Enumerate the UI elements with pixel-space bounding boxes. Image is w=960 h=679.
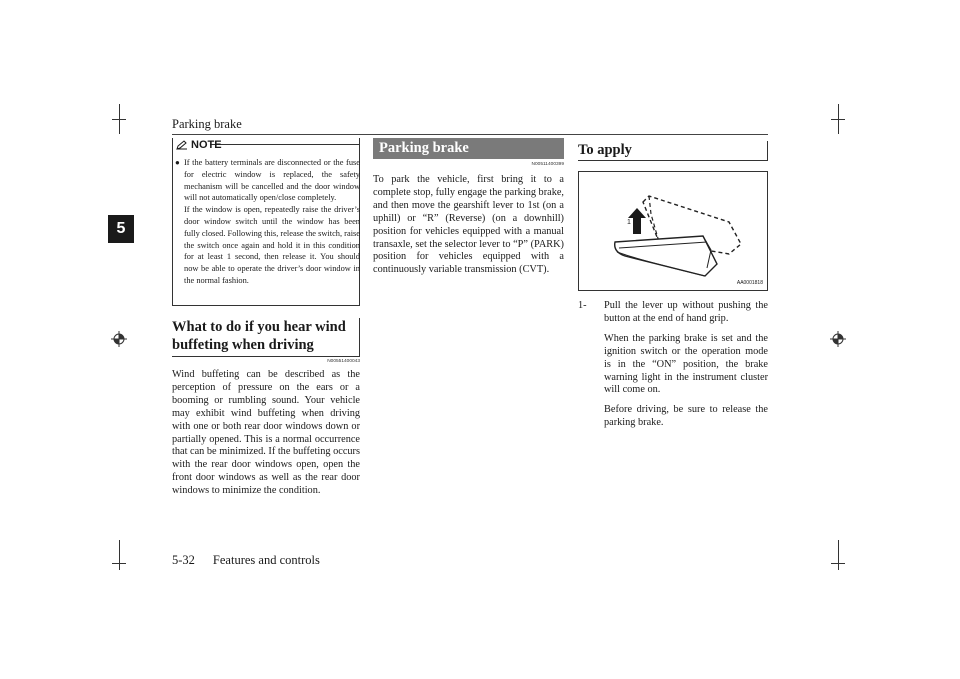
wind-section-code: N00551400043 <box>327 359 360 364</box>
footer-section-title: Features and controls <box>212 553 320 567</box>
wind-buffeting-heading: What to do if you hear wind buffeting when driving <box>172 319 346 353</box>
note-label <box>176 139 222 151</box>
registration-mark-icon <box>111 331 127 347</box>
figure-code: AA0001818 <box>736 280 763 286</box>
wind-heading-rule <box>172 356 360 357</box>
note-label-text: NOTE <box>191 139 222 151</box>
crop-mark <box>112 119 126 120</box>
header-rule <box>172 134 768 135</box>
crop-mark <box>112 563 126 564</box>
crop-mark <box>831 563 845 564</box>
page-header-title: Parking brake <box>172 117 242 131</box>
to-apply-heading: To apply <box>578 142 632 158</box>
note-paragraph-2: If the window is open, repeatedly raise the driver’s door window switch until the window has been fully closed. Following this, release the switch, raise the switch once again and hold it in this condition for at least 1 second, then release it. You should now be able to operate the driver’s door window in the normal fashion. <box>184 205 360 285</box>
step-number: 1- <box>578 300 587 311</box>
parking-brake-heading: Parking brake <box>373 138 564 159</box>
crop-mark <box>831 119 845 120</box>
step-instruction: Pull the lever up without pushing the button at the end of hand grip. <box>604 300 768 324</box>
note-box-top-rule <box>210 144 360 145</box>
step-caution: Before driving, be sure to release the parking brake. <box>604 404 768 429</box>
bullet-icon: ● <box>175 158 180 167</box>
page-number: 5-32 <box>172 553 195 567</box>
to-apply-rule <box>578 160 768 161</box>
step-detail: When the parking brake is set and the ignition switch or the operation mode is in the “ON” position, the brake warning light in the instrument cluster will come on. <box>604 332 768 396</box>
parking-brake-body: To park the vehicle, first bring it to a complete stop, fully engage the parking brake, and then move the gearshift lever to 1st (on a uphill) or “R” (Reverse) (on a downhill) position for vehicles equipped with a manual transaxle, set the selector lever to “P” (PARK) position for vehicles equipped with a continuously variable transmission (CVT). <box>373 174 565 276</box>
pencil-icon <box>176 140 188 150</box>
note-text <box>175 157 360 287</box>
to-apply-step-1 <box>578 300 768 437</box>
parking-brake-lever-illustration <box>579 172 767 290</box>
chapter-tab: 5 <box>108 215 134 243</box>
note-paragraph-1: If the battery terminals are disconnected or the fuse for electric window is replaced, the safety mechanism will be cancelled and the door window will not automatically open/close completely. <box>184 158 360 203</box>
figure-callout-label: 1 <box>627 219 631 226</box>
parking-section-code: N00511400399 <box>531 162 564 167</box>
crop-mark <box>838 540 839 570</box>
registration-mark-icon <box>830 331 846 347</box>
to-apply-side-rule <box>767 141 768 160</box>
crop-mark <box>119 540 120 570</box>
wind-heading-side-rule <box>359 318 360 356</box>
wind-buffeting-body: Wind buffeting can be described as the perception of pressure on the ears or a booming or rumbling sound. Your vehicle may exhibit wind buffeting when driving with one or both rear door windows down or partially opened. This is a normal occurrence that can be minimized. If the buffeting occurs with the rear door windows open, open the front door windows as well as the rear door windows to minimize the condition. <box>172 369 360 497</box>
page-footer <box>172 553 320 568</box>
parking-brake-lever-figure <box>578 171 768 291</box>
